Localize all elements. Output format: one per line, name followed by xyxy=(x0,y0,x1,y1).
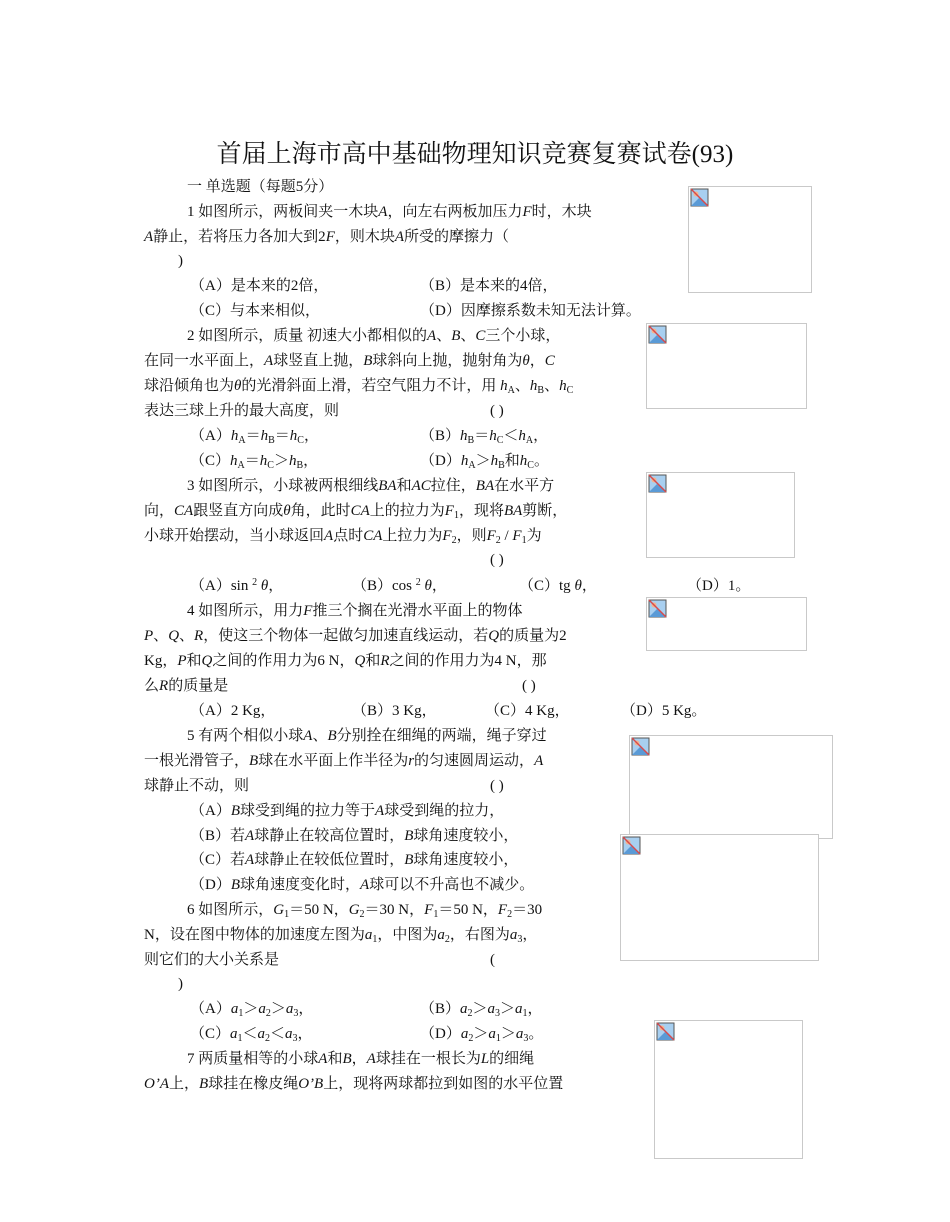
q1-option-c: （C）与本来相似， xyxy=(190,303,321,319)
q2-line2: 在同一水平面上，A球竖直上抛，B球斜向上抛，抛射角为θ，C xyxy=(144,353,555,369)
q2-line3: 球沿倾角也为θ的光滑斜面上滑，若空气阻力不计，用 $h_A$、$h_B$、$h_C$ xyxy=(144,378,574,396)
q3-answer-blank: ( ) xyxy=(490,552,504,568)
q6-line2: N，设在图中物体的加速度左图为$a_1$，中图为$a_2$，右图为$a_3$， xyxy=(144,927,538,945)
q5-line2: 一根光滑管子，B球在水平面上作半径为r的匀速圆周运动，A xyxy=(144,753,544,769)
broken-image-icon xyxy=(647,324,669,346)
q3-option-c: （C）tg θ， xyxy=(519,578,597,594)
q6-option-c: $(C)a_1<a_2<a_3$， xyxy=(190,1026,313,1044)
q6-answer-blank-close: ) xyxy=(178,976,183,992)
q1-option-d: （D）因摩擦系数未知无法计算。 xyxy=(420,303,641,319)
q5-line3: 球静止不动，则 xyxy=(144,778,250,794)
q5-line1: 5 有两个相似小球A、B分别拴在细绳的两端，绳子穿过 xyxy=(187,728,547,744)
broken-image-icon xyxy=(655,1021,677,1043)
q5-option-a: （A）B球受到绳的拉力等于A球受到绳的拉力， xyxy=(190,803,505,819)
q5-option-c: （C）若A球静止在较低位置时，B球角速度较小， xyxy=(190,852,519,868)
q7-line2: O’A上，B球挂在橡皮绳O’B上，现将两球都拉到如图的水平位置 xyxy=(144,1076,564,1092)
broken-image-icon xyxy=(630,736,652,758)
q3-line3: 小球开始摆动，当小球返回A点时CA上拉力为$F_2$，则$F_2 / F_1$为 xyxy=(144,528,542,546)
q2-option-d: $(D)h_A>h_B$和$h_C$。 xyxy=(420,453,549,471)
q2-option-c: $(C)h_A=h_C>h_B$， xyxy=(190,453,319,471)
page-title: 首届上海市高中基础物理知识竞赛复赛试卷(93) xyxy=(216,141,734,168)
q6-option-b: $(B)a_2>a_3>a_1$， xyxy=(420,1001,543,1019)
q2-option-a: $(A)h_A=h_B=h_C$， xyxy=(190,428,319,446)
q1-line1: 1 如图所示，两板间夹一木块A，向左右两板加压力F时，木块 xyxy=(187,204,592,220)
figure-q6 xyxy=(620,834,819,961)
q1-option-a: （A）是本来的2倍， xyxy=(190,278,329,294)
q4-answer-blank: ( ) xyxy=(522,678,536,694)
figure-q5 xyxy=(629,735,833,839)
q4-line3: Kg，P和Q之间的作用力为6 N，Q和R之间的作用力为4 N，那 xyxy=(144,653,547,669)
q6-line3: 则它们的大小关系是 xyxy=(144,952,280,968)
q1-line3: ) xyxy=(178,253,183,269)
q6-option-d: $(D)a_2>a_1>a_3$。 xyxy=(420,1026,544,1044)
q2-option-b: $(B)h_B=h_C<h_A$， xyxy=(420,428,549,446)
q4-line2: P、Q、R，使这三个物体一起做匀加速直线运动，若Q的质量为2 xyxy=(144,628,567,644)
figure-q3 xyxy=(646,472,795,558)
q7-line1: 7 两质量相等的小球A和B，A球挂在一根长为L的细绳 xyxy=(187,1051,535,1067)
q1-line2: A静止，若将压力各加大到2F，则木块A所受的摩擦力（ xyxy=(144,229,510,245)
q6-line1: 6 如图所示，$G_1=50$ N，$G_2=30$ N，$F_1=50$ N，$F_2=30$ xyxy=(187,902,543,920)
q4-option-a: （A）2 Kg， xyxy=(190,703,276,719)
q3-line2: 向，CA跟竖直方向成θ角，此时CA上的拉力为$F_1$，现将BA剪断， xyxy=(144,503,568,521)
broken-image-icon xyxy=(647,473,669,495)
q3-option-d: （D）1。 xyxy=(687,578,751,594)
q3-option-a: （A）sin $^2$ θ， xyxy=(190,577,284,594)
q4-option-d: （D）5 Kg。 xyxy=(621,703,707,719)
q4-option-b: （B）3 Kg， xyxy=(352,703,437,719)
figure-q2 xyxy=(646,323,807,409)
section-heading: 一 单选题（每题5分） xyxy=(187,179,334,195)
figure-q4 xyxy=(646,597,807,651)
q5-answer-blank: ( ) xyxy=(490,778,504,794)
q5-option-b: （B）若A球静止在较高位置时，B球角速度较小， xyxy=(190,828,519,844)
q2-line4: 表达三球上升的最大高度，则 xyxy=(144,403,340,419)
q3-line1: 3 如图所示，小球被两根细线BA和AC拉住，BA在水平方 xyxy=(187,478,555,494)
q4-option-c: （C）4 Kg， xyxy=(485,703,570,719)
broken-image-icon xyxy=(647,598,669,620)
q2-line1: 2 如图所示，质量 初速大小都相似的A、B、C三个小球， xyxy=(187,328,561,344)
q6-option-a: $(A)a_1>a_2>a_3$， xyxy=(190,1001,314,1019)
q4-line1: 4 如图所示，用力F推三个搁在光滑水平面上的物体 xyxy=(187,603,523,619)
q5-option-d: （D）B球角速度变化时，A球可以不升高也不减少。 xyxy=(190,877,535,893)
figure-q1 xyxy=(688,186,812,293)
broken-image-icon xyxy=(621,835,643,857)
broken-image-icon xyxy=(689,187,711,209)
q2-answer-blank: ( ) xyxy=(490,403,504,419)
q3-option-b: （B）cos $^2$ θ， xyxy=(352,577,447,594)
figure-q7 xyxy=(654,1020,803,1159)
q6-answer-blank-open: ( xyxy=(490,952,495,968)
q4-line4: 么R的质量是 xyxy=(144,678,229,694)
q1-option-b: （B）是本来的4倍， xyxy=(420,278,558,294)
